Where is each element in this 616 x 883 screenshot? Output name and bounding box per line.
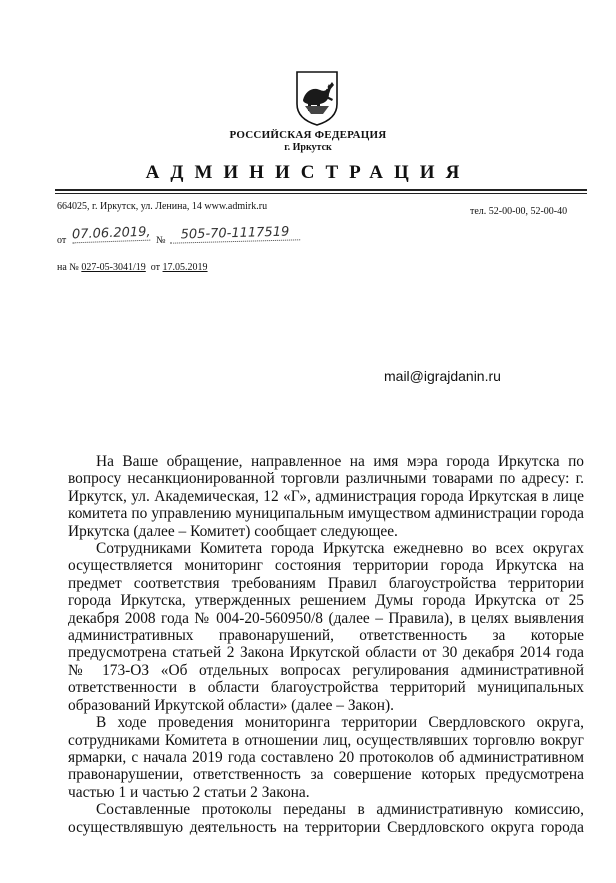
header-divider-thin <box>55 193 587 194</box>
reply-date-label: от <box>150 262 161 273</box>
body-paragraph: В ходе проведения мониторинга территории Свердловского округа, сотрудниками Комитета в отношении лиц, осуществлявших торговлю вокруг ярмарки, с начала 2019 года составлено 20 протоколов об административном правонарушении, ответственность за совершение которых предусмотрена частью 1 и частью 2 статьи 2 Закона. <box>68 714 584 801</box>
reply-number: 027-05-3041/19 <box>81 262 146 273</box>
issuer-phone: тел. 52-00-00, 52-00-40 <box>470 206 568 217</box>
reply-prefix: на № <box>57 262 79 273</box>
irkutsk-coat-of-arms-icon <box>293 70 341 126</box>
reply-reference <box>57 262 208 273</box>
issuer-address: 664025, г. Иркутск, ул. Ленина, 14 www.admirk.ru <box>57 201 268 212</box>
handwritten-number: 505-70-1117519 <box>170 224 300 243</box>
body-paragraph: Сотрудниками Комитета города Иркутска ежедневно во всех округах осуществляется мониторинг состояния территории города Иркутска на предмет соответствия требованиям Правил благоустройства территории города Иркутска, утвержденных решением Думы города Иркутска от 25 декабря 2008 года № 004-20-560950/8 (далее – Правила), в целях выявления административных правонарушений, ответственность за которые предусмотрена статьей 2 Закона Иркутской области от 30 декабря 2014 года № 173-ОЗ «Об отдельных вопросах регулирования административной ответственности в области благоустройства территорий муниципальных образований Иркутской области» (далее – Закон). <box>68 540 584 714</box>
recipient-email: mail@igrajdanin.ru <box>384 368 501 384</box>
body-paragraph: Составленные протоколы переданы в административную комиссию, осуществлявшую деятельность на территории Свердловского округа города <box>68 801 584 836</box>
header-divider <box>55 189 587 191</box>
handwritten-date: 07.06.2019, <box>71 224 151 243</box>
date-label: от <box>57 235 67 246</box>
letter-body <box>68 453 584 836</box>
body-paragraph: На Ваше обращение, направленное на имя мэра города Иркутска по вопросу несанкционированной торговли различными товарами по адресу: г. Иркутск, ул. Академическая, 12 «Г», администрация города Иркутская в лице комитета по управлению муниципальным имуществом администрации города Иркутска (далее – Комитет) сообщает следующее. <box>68 453 584 540</box>
issuer-city: г. Иркутск <box>284 142 332 153</box>
issuer-country: РОССИЙСКАЯ ФЕДЕРАЦИЯ <box>229 129 387 141</box>
number-label: № <box>156 235 166 246</box>
issuer-title: АДМИНИСТРАЦИЯ <box>145 162 471 183</box>
reply-date: 17.05.2019 <box>162 262 208 273</box>
